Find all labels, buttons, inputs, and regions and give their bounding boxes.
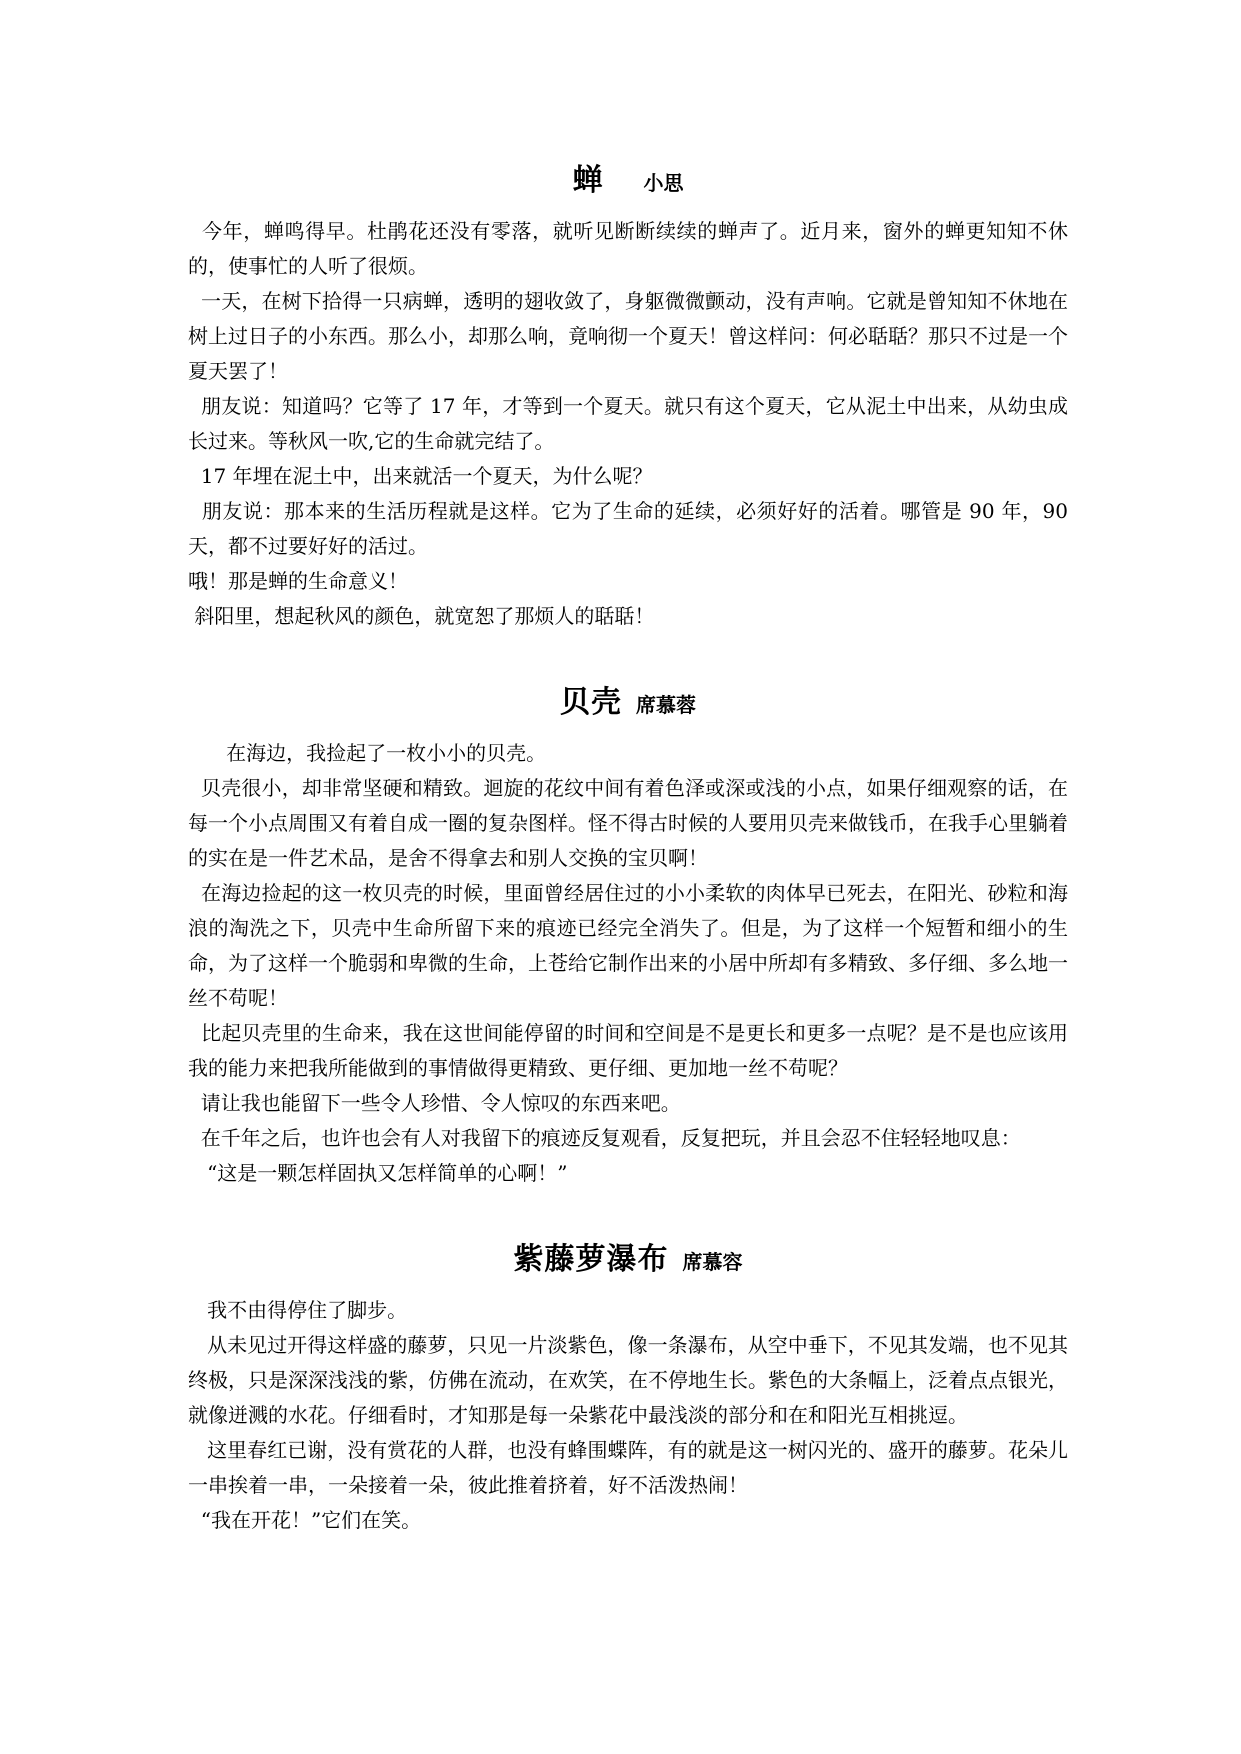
paragraph: 贝壳很小，却非常坚硬和精致。迴旋的花纹中间有着色泽或深或浅的小点，如果仔细观察的话，在每一个小点周围又有着自成一圈的复杂图样。怪不得古时候的人要用贝壳来做钱币，在我手心里躺着的实在是一件艺术品，是舍不得拿去和别人交换的宝贝啊！ xyxy=(188,776,1068,870)
paragraph: 在海边，我捡起了一枚小小的贝壳。 xyxy=(188,741,547,765)
paragraph: 在海边捡起的这一枚贝壳的时候，里面曾经居住过的小小柔软的肉体早已死去，在阳光、砂粒和海浪的淘洗之下，贝壳中生命所留下来的痕迹已经完全消失了。但是，为了这样一个短暂和细小的生命，为了这样一个脆弱和卑微的生命，上苍给它制作出来的小居中所却有多精致、多仔细、多么地一丝不苟呢！ xyxy=(188,881,1068,1010)
article-wisteria-waterfall xyxy=(188,1229,1068,1538)
paragraph: 请让我也能留下一些令人珍惜、令人惊叹的东西来吧。 xyxy=(188,1091,681,1115)
article-title: 蝉 xyxy=(572,163,604,198)
article-heading xyxy=(188,672,1068,734)
article-author: 席慕容 xyxy=(682,1250,743,1274)
document-page xyxy=(188,150,1075,1538)
article-title: 贝壳 xyxy=(560,685,622,720)
paragraph: 这里春红已谢，没有赏花的人群，也没有蜂围蝶阵，有的就是这一树闪光的、盛开的藤萝。花朵儿一串挨着一串，一朵接着一朵，彼此推着挤着，好不活泼热闹！ xyxy=(188,1438,1069,1497)
paragraph: 今年，蝉鸣得早。杜鹃花还没有零落，就听见断断续续的蝉声了。近月来，窗外的蝉更知知不休的，使事忙的人听了很烦。 xyxy=(188,219,1068,278)
article-author: 席慕蓉 xyxy=(636,693,696,717)
article-seashell xyxy=(188,672,1068,1191)
article-heading xyxy=(188,1229,1068,1291)
article-cicada xyxy=(188,150,1075,634)
paragraph: 哦！那是蝉的生命意义！ xyxy=(188,569,408,593)
article-heading xyxy=(188,150,1068,212)
paragraph: “这是一颗怎样固执又怎样简单的心啊！” xyxy=(188,1161,568,1185)
paragraph: 一天，在树下拾得一只病蝉，透明的翅收敛了，身躯微微颤动，没有声响。它就是曾知知不休地在树上过日子的小东西。那么小，却那么响，竟响彻一个夏天！曾这样问：何必聒聒？那只不过是一个夏天罢了！ xyxy=(188,289,1068,383)
article-author: 小思 xyxy=(643,171,684,195)
paragraph: 从未见过开得这样盛的藤萝，只见一片淡紫色，像一条瀑布，从空中垂下，不见其发端，也不见其终极，只是深深浅浅的紫，仿佛在流动，在欢笑，在不停地生长。紫色的大条幅上，泛着点点银光，就像迸溅的水花。仔细看时，才知那是每一朵紫花中最浅淡的部分和在和阳光互相挑逗。 xyxy=(188,1333,1069,1427)
article-title: 紫藤萝瀑布 xyxy=(513,1242,669,1277)
paragraph: 在千年之后，也许也会有人对我留下的痕迹反复观看，反复把玩，并且会忍不住轻轻地叹息： xyxy=(188,1126,1021,1150)
paragraph: 我不由得停住了脚步。 xyxy=(188,1298,408,1322)
paragraph: “我在开花！”它们在笑。 xyxy=(188,1508,422,1532)
paragraph: 17 年埋在泥土中，出来就活一个夏天，为什么呢？ xyxy=(188,464,653,488)
paragraph: 朋友说：那本来的生活历程就是这样。它为了生命的延续，必须好好的活着。哪管是 90 年，90 天，都不过要好好的活过。 xyxy=(188,499,1075,558)
paragraph: 朋友说：知道吗？它等了 17 年，才等到一个夏天。就只有这个夏天，它从泥土中出来，从幼虫成长过来。等秋风一吹,它的生命就完结了。 xyxy=(188,394,1068,453)
paragraph: 斜阳里，想起秋风的颜色，就宽恕了那烦人的聒聒！ xyxy=(188,604,655,628)
paragraph: 比起贝壳里的生命来，我在这世间能停留的时间和空间是不是更长和更多一点呢？是不是也应该用我的能力来把我所能做到的事情做得更精致、更仔细、更加地一丝不苟呢？ xyxy=(188,1021,1068,1080)
